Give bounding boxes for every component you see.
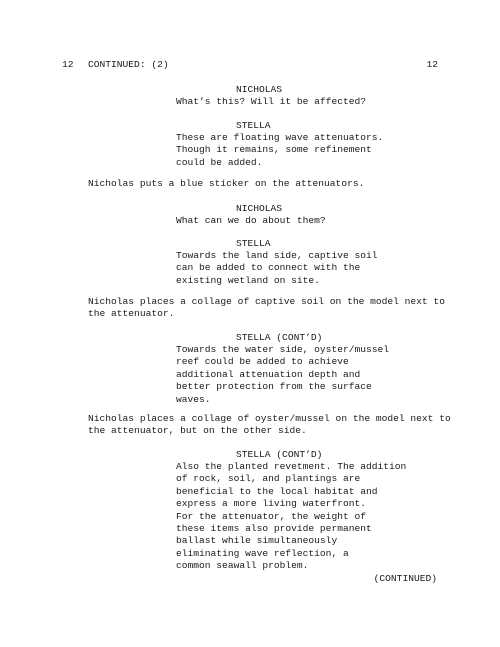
action-line: the attenuator, but on the other side. xyxy=(88,425,307,437)
action-line: the attenuator. xyxy=(88,308,175,320)
dialogue-line: could be added. xyxy=(176,156,263,168)
dialogue-line: What’s this? Will it be affected? xyxy=(176,96,366,107)
continued-header: CONTINUED: (2) xyxy=(88,59,169,70)
dialogue-block xyxy=(176,96,416,108)
dialogue-line: Towards the water side, oyster/mussel xyxy=(176,344,390,355)
character-name: STELLA xyxy=(236,120,271,131)
action-block xyxy=(88,296,448,321)
dialogue-line: can be added to connect with the xyxy=(176,262,361,274)
continued-footer: (CONTINUED) xyxy=(373,573,437,584)
character-name: NICHOLAS xyxy=(236,203,283,214)
dialogue-line: ballast while simultaneously xyxy=(176,535,338,547)
dialogue-line: beneficial to the local habitat and xyxy=(176,485,378,497)
scene-number-left: 12 xyxy=(62,59,74,70)
action-line: Nicholas places a collage of captive soil on the model next to xyxy=(88,296,445,307)
action-line: Nicholas puts a blue sticker on the attenuators. xyxy=(88,178,365,189)
dialogue-block xyxy=(176,132,416,169)
dialogue-line: additional attenuation depth and xyxy=(176,368,361,380)
dialogue-block xyxy=(176,215,416,227)
action-line: Nicholas places a collage of oyster/mussel on the model next to xyxy=(88,413,451,424)
dialogue-line: express a more living waterfront. xyxy=(176,498,366,510)
dialogue-line: these items also provide permanent xyxy=(176,523,372,535)
dialogue-line: These are floating wave attenuators. xyxy=(176,132,384,143)
dialogue-block xyxy=(176,461,416,573)
dialogue-block xyxy=(176,344,416,406)
dialogue-line: of rock, soil, and plantings are xyxy=(176,473,361,485)
character-name: STELLA (CONT’D) xyxy=(236,449,323,460)
dialogue-line: reef could be added to achieve xyxy=(176,356,349,368)
dialogue-line: eliminating wave reflection, a xyxy=(176,547,349,559)
dialogue-line: Also the planted revetment. The addition xyxy=(176,461,407,472)
dialogue-line: What can we do about them? xyxy=(176,215,326,226)
dialogue-block xyxy=(176,250,416,287)
dialogue-line: waves. xyxy=(176,393,211,405)
character-name: STELLA (CONT’D) xyxy=(236,332,323,343)
dialogue-line: For the attenuator, the weight of xyxy=(176,510,366,522)
character-name: STELLA xyxy=(236,238,271,249)
dialogue-line: existing wetland on site. xyxy=(176,274,320,286)
character-name: NICHOLAS xyxy=(236,84,283,95)
dialogue-line: better protection from the surface xyxy=(176,381,372,393)
dialogue-line: Though it remains, some refinement xyxy=(176,144,372,156)
dialogue-line: common seawall problem. xyxy=(176,560,309,572)
dialogue-line: Towards the land side, captive soil xyxy=(176,250,378,261)
scene-number-right: 12 xyxy=(426,59,438,70)
action-block xyxy=(88,413,451,438)
action-block xyxy=(88,178,448,190)
